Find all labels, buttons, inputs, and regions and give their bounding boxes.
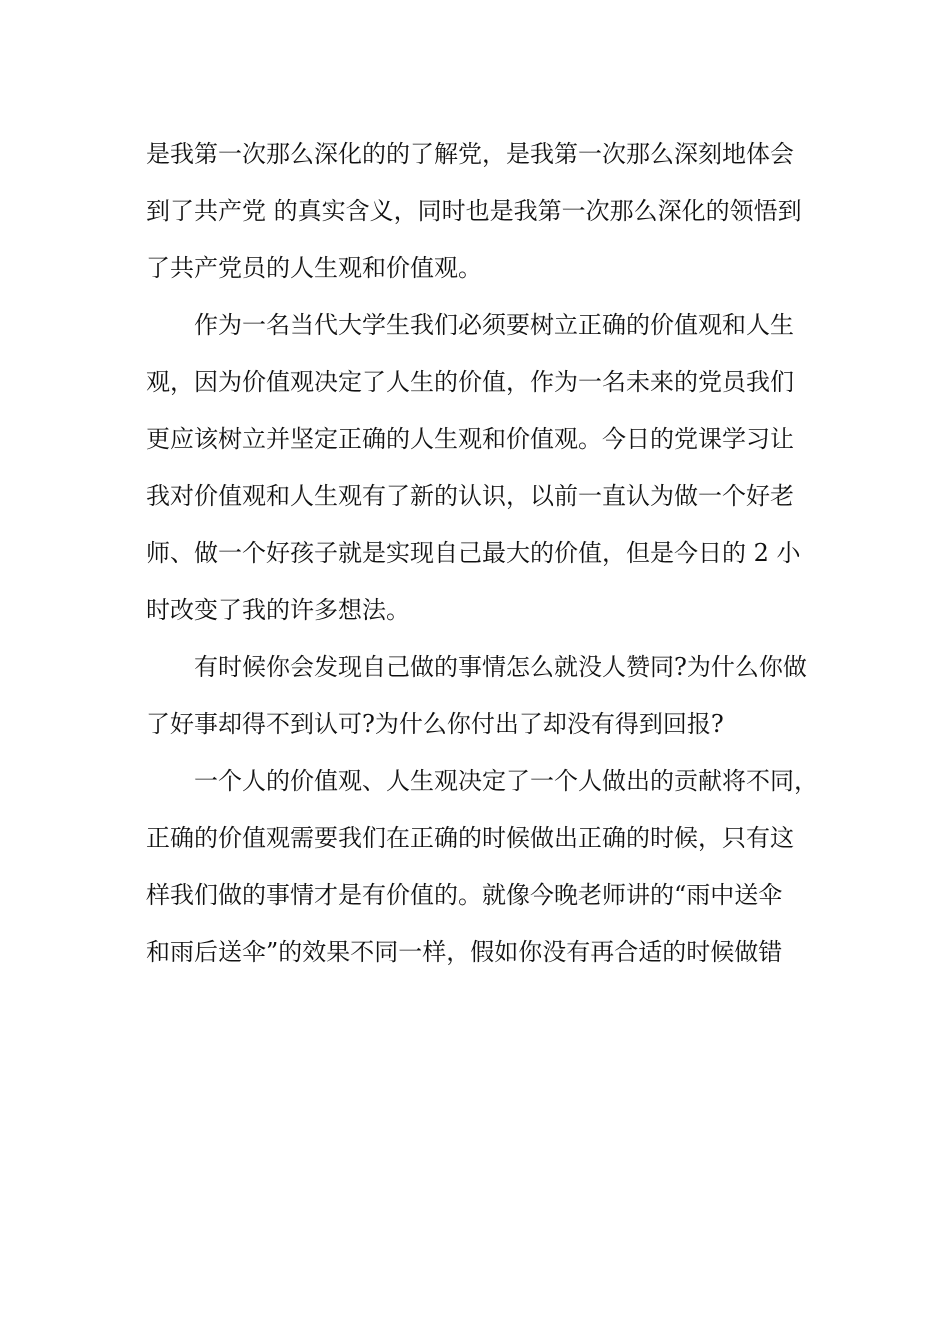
text-line: 了好事却得不到认可?为什么你付出了却没有得到回报?: [146, 710, 724, 738]
paragraph-start-line: 有时候你会发现自己做的事情怎么就没人赞同?为什么你做: [194, 653, 807, 681]
text-line: 了共产党员的人生观和价值观。: [146, 254, 482, 282]
paragraph-start-line: 作为一名当代大学生我们必须要树立正确的价值观和人生: [194, 311, 794, 339]
text-line: 正确的价值观需要我们在正确的时候做出正确的时候，只有这: [146, 824, 794, 852]
text-line: 观，因为价值观决定了人生的价值，作为一名未来的党员我们: [146, 368, 794, 396]
text-line: 师、做一个好孩子就是实现自己最大的价值，但是今日的 2 小: [146, 539, 801, 567]
text-line: 样我们做的事情才是有价值的。就像今晚老师讲的“雨中送伞: [146, 881, 783, 909]
text-line: 时改变了我的许多想法。: [146, 596, 410, 624]
document-body: [146, 126, 826, 981]
text-line: 我对价值观和人生观有了新的认识，以前一直认为做一个好老: [146, 482, 794, 510]
text-line: 和雨后送伞”的效果不同一样，假如你没有再合适的时候做错: [146, 938, 783, 966]
paragraph-start-line: 一个人的价值观、人生观决定了一个人做出的贡献将不同，: [194, 767, 818, 795]
text-line: 到了共产党 的真实含义，同时也是我第一次那么深化的领悟到: [146, 197, 802, 225]
text-line: 是我第一次那么深化的的了解党，是我第一次那么深刻地体会: [146, 140, 794, 168]
text-line: 更应该树立并坚定正确的人生观和价值观。今日的党课学习让: [146, 425, 794, 453]
